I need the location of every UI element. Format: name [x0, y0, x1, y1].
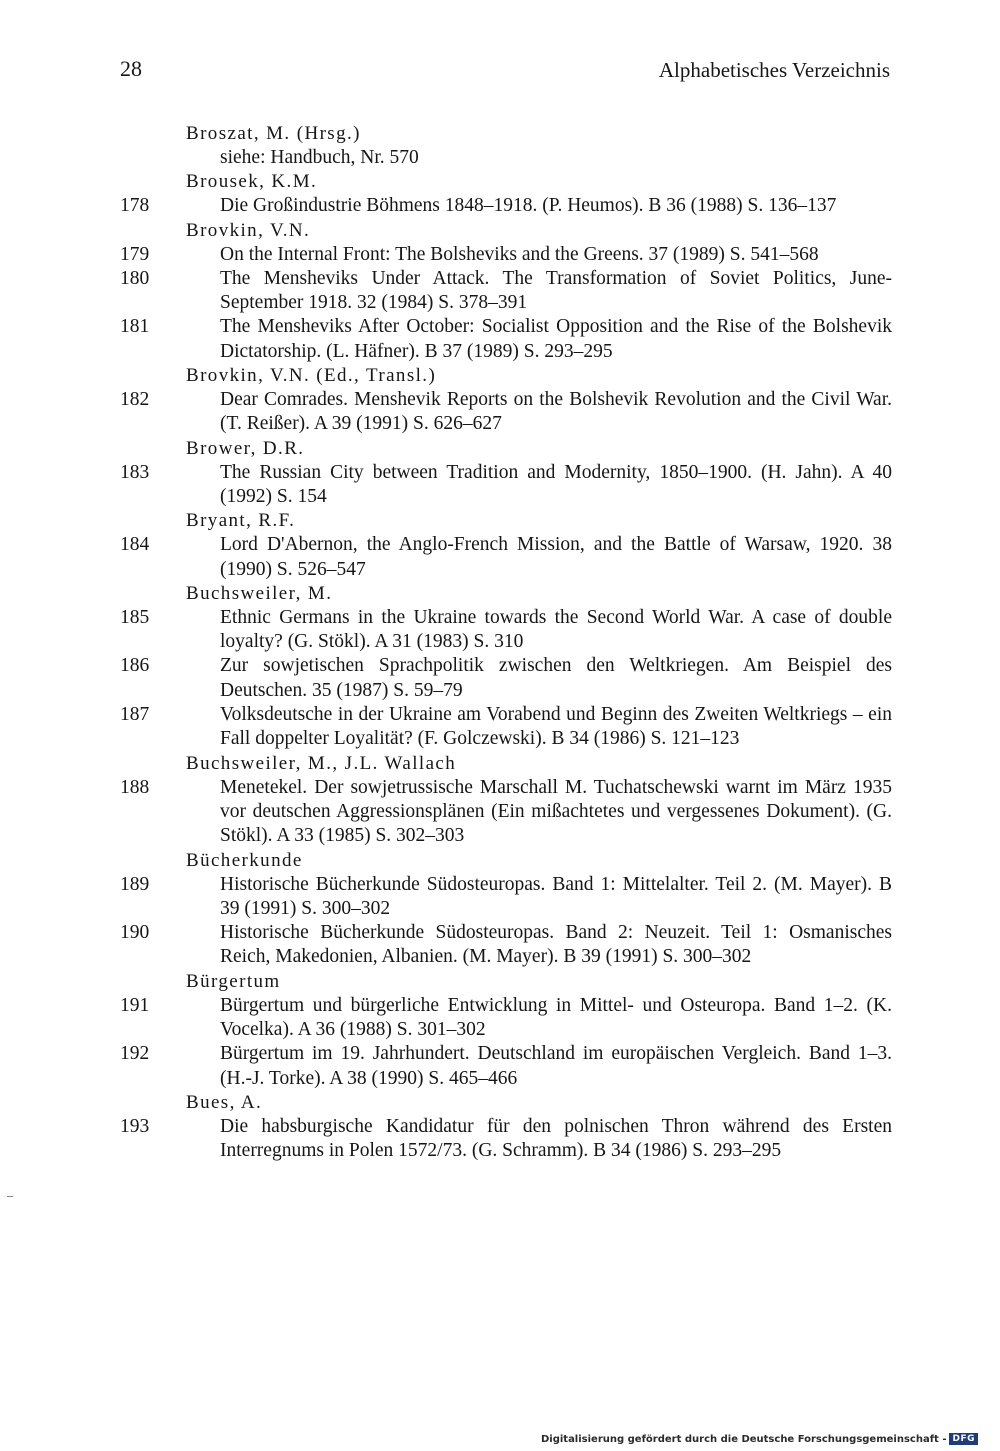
author-heading: Brovkin, V.N.: [186, 219, 311, 241]
index-entry: [120, 388, 892, 437]
entry-text: Zur sowjetischen Sprachpolitik zwischen den Weltkriegen. Am Beispiel des Deutschen. 35 (1987) S. 59–79: [220, 655, 892, 701]
entry-text: Ethnic Germans in the Ukraine towards the Second World War. A case of double loyalty? (G. Stökl). A 31 (1983) S. 310: [220, 606, 892, 653]
entry-text: On the Internal Front: The Bolsheviks and the Greens. 37 (1989) S. 541–568: [220, 243, 819, 265]
index-entry: [120, 315, 892, 364]
entry-number: 188: [120, 776, 150, 798]
author-heading: Bues, A.: [186, 1091, 263, 1113]
footer-credit-text: Digitalisierung gefördert durch die Deutsche Forschungsgemeinschaft -: [540, 1433, 947, 1445]
entry-text: Bürgertum im 19. Jahrhundert. Deutschland im europäischen Vergleich. Band 1–3. (H.-J. Torke). A 38 (1990) S. 465–466: [220, 1043, 892, 1089]
entry-text: The Russian City between Tradition and Modernity, 1850–1900. (H. Jahn). A 40 (1992) S. 154: [220, 461, 892, 507]
entry-number: 182: [120, 389, 150, 411]
entry-number: 181: [120, 316, 150, 338]
index-entry: [120, 533, 892, 582]
author-heading: Brousek, K.M.: [186, 171, 318, 193]
index-entry: [120, 703, 892, 752]
author-heading: Brower, D.R.: [186, 437, 305, 459]
entry-number: 185: [120, 606, 150, 628]
entry-number: 192: [120, 1043, 150, 1065]
margin-mark: [7, 1196, 13, 1197]
author-heading: Buchsweiler, M.: [186, 582, 333, 604]
entry-number: 191: [120, 994, 150, 1016]
entry-text: Die habsburgische Kandidatur für den polnischen Thron während des Ersten Interregnums in Polen 1572/73. (G. Schramm). B 34 (1986) S. 293–295: [220, 1115, 892, 1162]
index-entry: [120, 921, 892, 970]
entry-number: 178: [120, 195, 150, 217]
entry-number: 190: [120, 922, 150, 944]
dfg-logo: DFG: [949, 1433, 978, 1445]
entry-text: Bürgertum und bürgerliche Entwicklung in Mittel- und Osteuropa. Band 1–2. (K. Vocelka). A 36 (1988) S. 301–302: [220, 994, 892, 1041]
entry-text: siehe: Handbuch, Nr. 570: [220, 147, 419, 168]
page-number: 28: [120, 56, 142, 81]
index-list: [120, 122, 892, 1164]
running-title: Alphabetisches Verzeichnis: [658, 58, 890, 82]
index-entry: [120, 267, 892, 316]
entry-number: 183: [120, 461, 150, 483]
index-entry: [120, 243, 892, 267]
entry-number: 179: [120, 243, 150, 265]
entry-number: 184: [120, 534, 150, 556]
entry-number: 189: [120, 873, 150, 895]
index-entry: [120, 1042, 892, 1091]
entry-text: Dear Comrades. Menshevik Reports on the Bolshevik Revolution and the Civil War. (T. Reißer). A 39 (1991) S. 626–627: [220, 389, 892, 435]
entry-number: 187: [120, 704, 150, 726]
index-entry: [120, 1115, 892, 1164]
author-heading: Brovkin, V.N. (Ed., Transl.): [186, 365, 437, 387]
index-entry: [120, 776, 892, 849]
index-entry: [120, 654, 892, 703]
entry-text: Volksdeutsche in der Ukraine am Vorabend und Beginn des Zweiten Weltkriegs – ein Fall doppelter Loyalität? (F. Golczewski). B 34 (1986) S. 121–123: [220, 704, 892, 750]
entry-text: The Mensheviks Under Attack. The Transformation of Soviet Politics, June-September 1918. 32 (1984) S. 378–391: [220, 267, 892, 314]
entry-number: 180: [120, 267, 150, 289]
entry-text: Die Großindustrie Böhmens 1848–1918. (P. Heumos). B 36 (1988) S. 136–137: [220, 195, 837, 217]
index-entry: [120, 194, 892, 218]
entry-number: 186: [120, 655, 150, 677]
entry-number: 193: [120, 1115, 150, 1137]
entry-text: Menetekel. Der sowjetrussische Marschall M. Tuchatschewski warnt im März 1935 vor deutschen Aggressionsplänen (Ein mißachtetes und vergessenes Dokument). (G. Stökl). A 33 (1985) S. 302–303: [220, 776, 892, 847]
index-entry: [120, 606, 892, 655]
author-heading: Broszat, M. (Hrsg.): [186, 123, 361, 144]
entry-text: Lord D'Abernon, the Anglo-French Mission, and the Battle of Warsaw, 1920. 38 (1990) S. 526–547: [220, 534, 892, 580]
index-entry: [120, 994, 892, 1043]
author-heading: Bryant, R.F.: [186, 510, 296, 532]
index-entry: [120, 873, 892, 922]
index-entry: [120, 461, 892, 510]
author-heading: Bürgertum: [186, 970, 281, 992]
entry-text: Historische Bücherkunde Südosteuropas. Band 1: Mittelalter. Teil 2. (M. Mayer). B 39 (1991) S. 300–302: [220, 873, 892, 919]
footer-credit: [541, 1433, 978, 1445]
author-heading: Bücherkunde: [186, 849, 303, 871]
entry-text: Historische Bücherkunde Südosteuropas. Band 2: Neuzeit. Teil 1: Osmanisches Reich, Makedonien, Albanien. (M. Mayer). B 39 (1991) S. 300–302: [220, 922, 892, 968]
author-heading: Buchsweiler, M., J.L. Wallach: [186, 752, 457, 774]
entry-text: The Mensheviks After October: Socialist Opposition and the Rise of the Bolshevik Dictatorship. (L. Häfner). B 37 (1989) S. 293–295: [220, 316, 892, 362]
index-entry: [120, 146, 892, 170]
